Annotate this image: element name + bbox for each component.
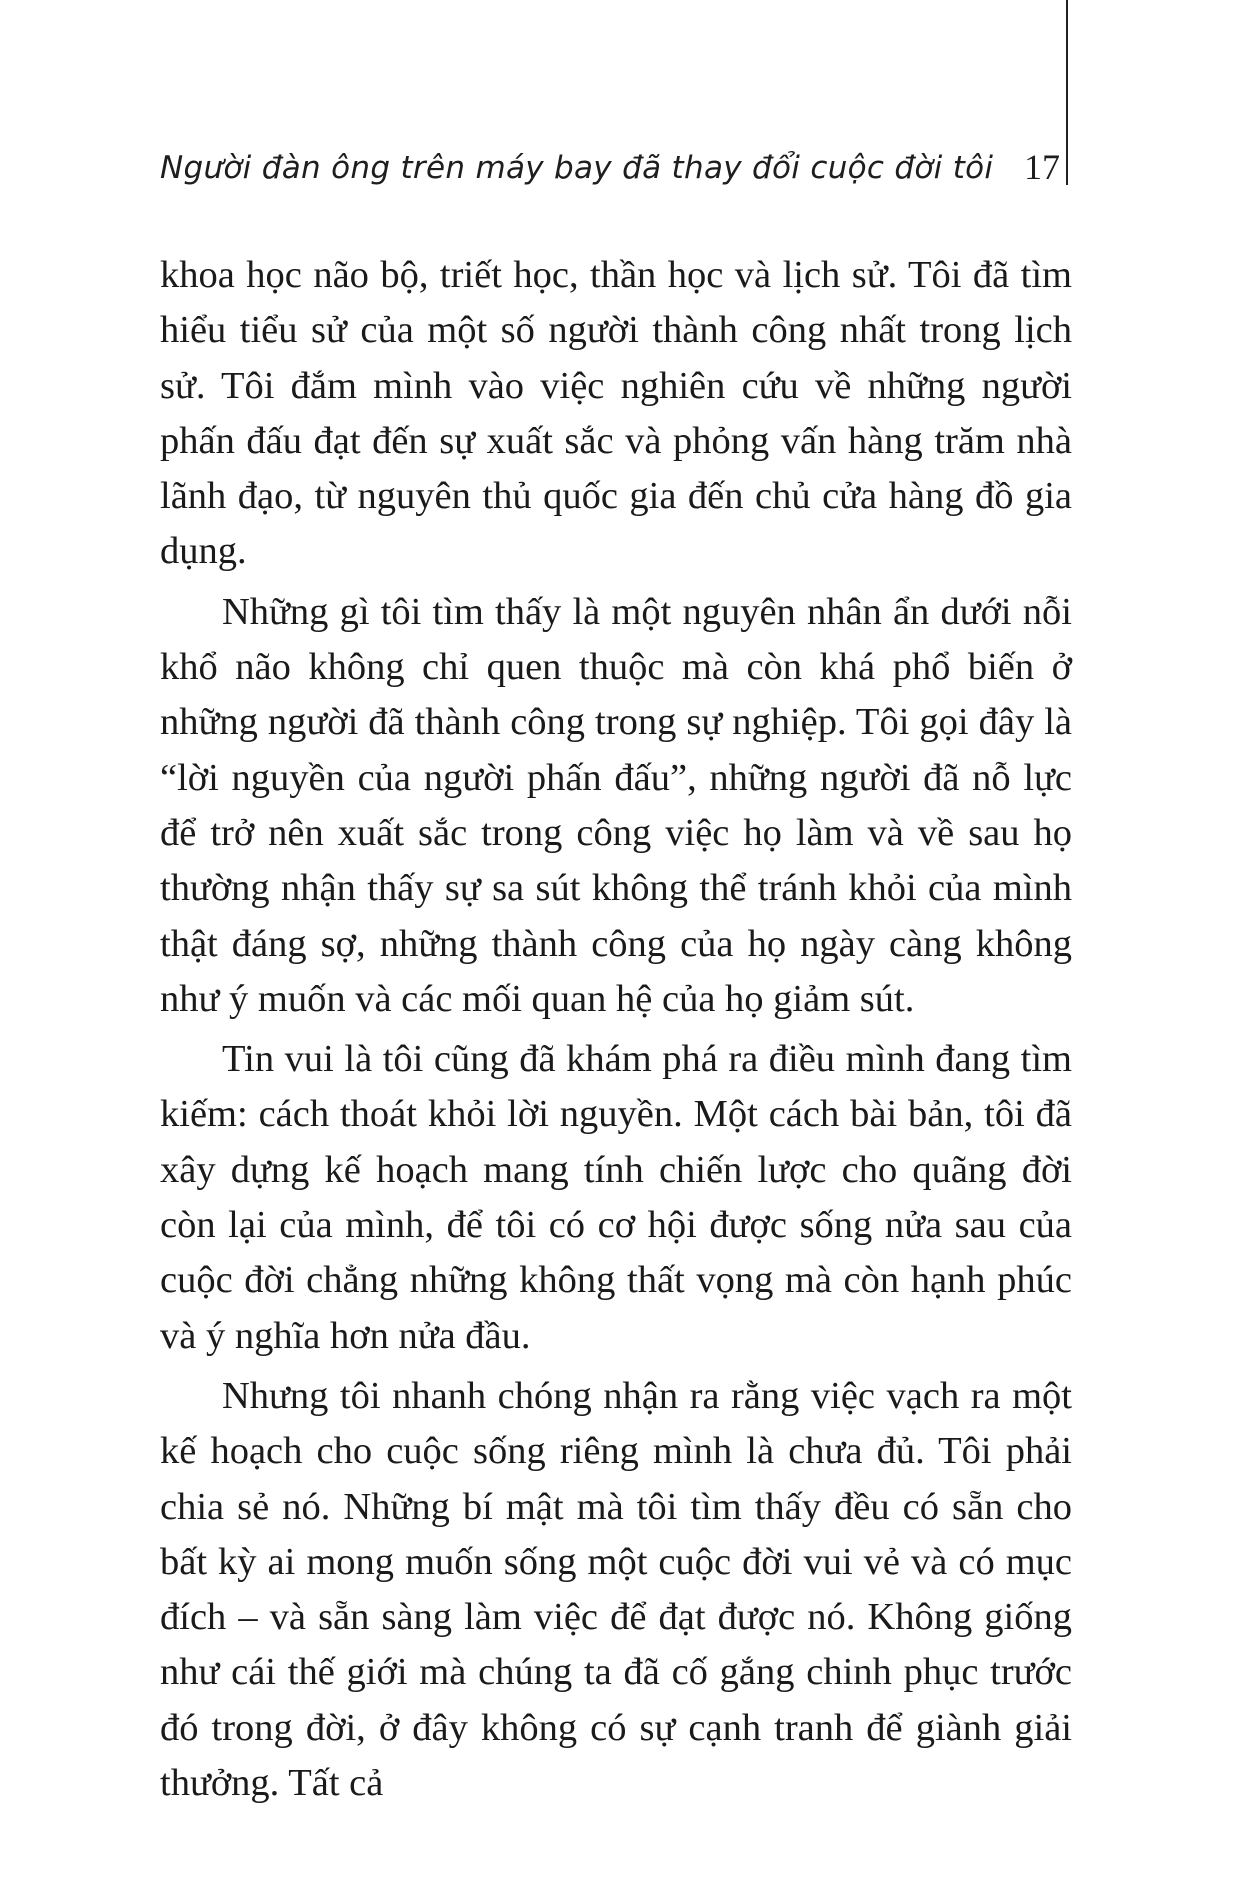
paragraph: Những gì tôi tìm thấy là một nguyên nhân ẩn dưới nỗi khổ não không chỉ quen thuộc mà còn khá phổ biến ở những người đã thành công trong sự nghiệp. Tôi gọi đây là “lời nguyền của người phấn đấu”, những người đã nỗ lực để trở nên xuất sắc trong công việc họ làm và về sau họ thường nhận thấy sự sa sút không thể tránh khỏi của mình thật đáng sợ, những thành công của họ ngày càng không như ý muốn và các mối quan hệ của họ giảm sút.	[160, 590, 1072, 1020]
page-number: 17	[1024, 147, 1060, 187]
body-text	[160, 248, 1072, 1816]
running-header-title: Người đàn ông trên máy bay đã thay đổi cuộc đời tôi	[160, 150, 994, 186]
paragraph: Nhưng tôi nhanh chóng nhận ra rằng việc vạch ra một kế hoạch cho cuộc sống riêng mình là chưa đủ. Tôi phải chia sẻ nó. Những bí mật mà tôi tìm thấy đều có sẵn cho bất kỳ ai mong muốn sống một cuộc đời vui vẻ và có mục đích – và sẵn sàng làm việc để đạt được nó. Không giống như cái thế giới mà chúng ta đã cố gắng chinh phục trước đó trong đời, ở đây không có sự cạnh tranh để giành giải thưởng. Tất cả	[160, 1374, 1072, 1805]
paragraph: Tin vui là tôi cũng đã khám phá ra điều mình đang tìm kiếm: cách thoát khỏi lời nguyền. Một cách bài bản, tôi đã xây dựng kế hoạch mang tính chiến lược cho quãng đời còn lại của mình, để tôi có cơ hội được sống nửa sau của cuộc đời chẳng những không thất vọng mà còn hạnh phúc và ý nghĩa hơn nửa đầu.	[160, 1038, 1072, 1357]
running-header	[160, 147, 1060, 200]
margin-rule	[1066, 0, 1068, 185]
paragraph-continued: khoa học não bộ, triết học, thần học và lịch sử. Tôi đã tìm hiểu tiểu sử của một số người thành công nhất trong lịch sử. Tôi đắm mình vào việc nghiên cứu về những người phấn đấu đạt đến sự xuất sắc và phỏng vấn hàng trăm nhà lãnh đạo, từ nguyên thủ quốc gia đến chủ cửa hàng đồ gia dụng.	[160, 254, 1072, 573]
